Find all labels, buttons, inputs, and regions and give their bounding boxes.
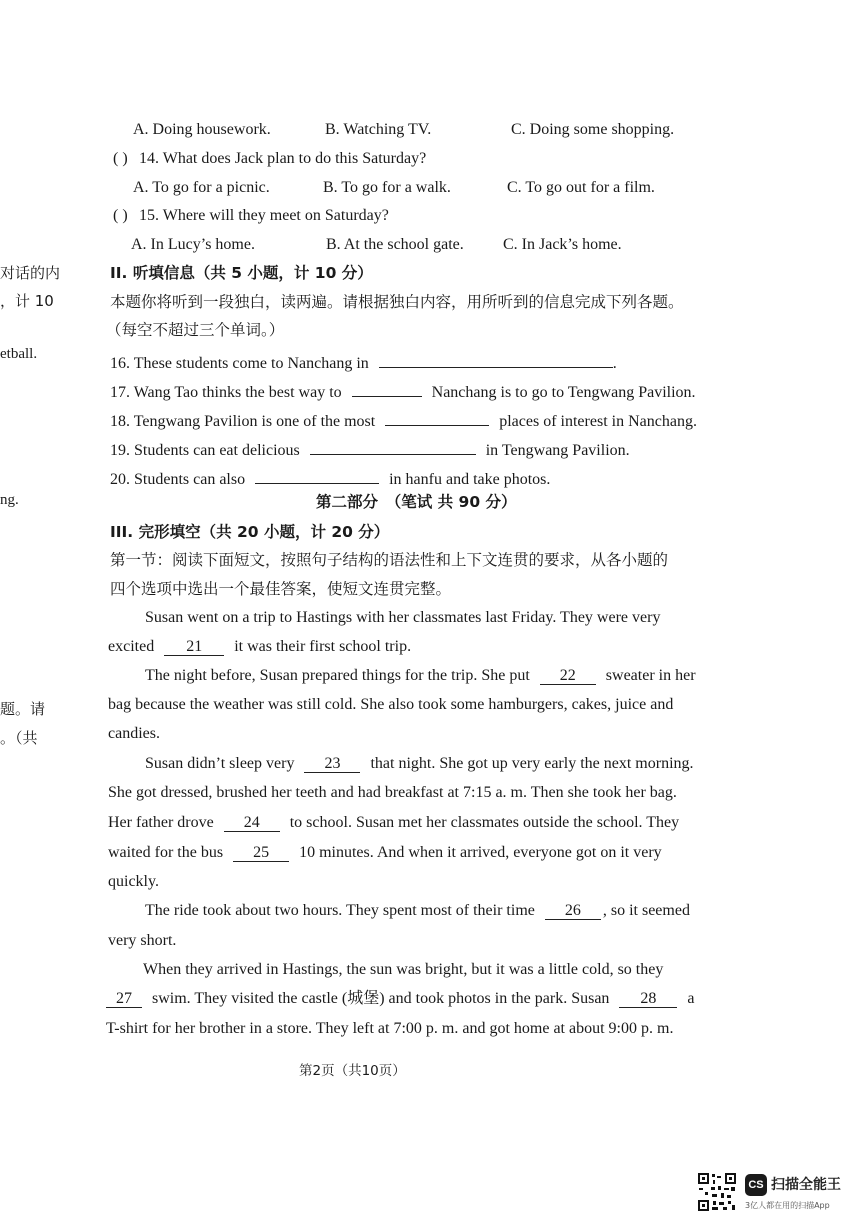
passage-line: waited for the bus 25 10 minutes. And when it arrived, everyone got on it very <box>108 844 662 861</box>
option-13a: A. Doing housework. <box>133 121 271 138</box>
question-14-text: 14. What does Jack plan to do this Saturday? <box>139 150 427 167</box>
answer-blank-20[interactable] <box>255 466 379 484</box>
cloze-blank-23[interactable]: 23 <box>304 755 360 773</box>
section-2-instruction: 本题你将听到一段独白，读两遍。请根据独白内容，用所听到的信息完成下列各题。 <box>110 293 684 311</box>
left-fragment: ng. <box>0 492 19 508</box>
section-3-instruction: 四个选项中选出一个最佳答案，使短文连贯完整。 <box>110 580 452 598</box>
left-fragment: 题。请 <box>0 700 46 718</box>
passage-line: When they arrived in Hastings, the sun was bright, but it was a little cold, so they <box>143 961 664 978</box>
passage-line: excited 21 it was their first school trip. <box>108 638 412 655</box>
section-2-note: （每空不超过三个单词。） <box>106 321 285 339</box>
watermark-tagline: 3亿人都在用的扫描App <box>745 1201 830 1210</box>
cloze-blank-25[interactable]: 25 <box>233 844 289 862</box>
option-15c: C. In Jack’s home. <box>503 236 622 253</box>
answer-blank-16[interactable] <box>379 350 613 368</box>
left-fragment: ，计 10 <box>0 292 54 310</box>
page-number: 第2页（共10页） <box>299 1063 406 1079</box>
passage-line: candies. <box>108 725 160 742</box>
left-fragment: 对话的内 <box>0 264 61 282</box>
passage-line: The ride took about two hours. They spent most of their time 26 , so it seemed <box>145 902 690 919</box>
option-14c: C. To go out for a film. <box>507 179 655 196</box>
cloze-blank-28[interactable]: 28 <box>619 990 677 1008</box>
question-16: 16. These students come to Nanchang in . <box>110 350 617 374</box>
option-13c: C. Doing some shopping. <box>511 121 675 138</box>
passage-line: Susan didn’t sleep very 23 that night. She got up very early the next morning. <box>145 755 694 772</box>
question-20: 20. Students can also in hanfu and take photos. <box>110 466 550 490</box>
section-3-title: III. 完形填空（共 20 小题，计 20 分） <box>110 523 390 541</box>
section-2-title: II. 听填信息（共 5 小题，计 10 分） <box>110 264 373 282</box>
watermark-name: 扫描全能王 <box>771 1177 841 1193</box>
left-fragment: etball. <box>0 346 38 362</box>
passage-line: Susan went on a trip to Hastings with her classmates last Friday. They were very <box>145 609 661 626</box>
passage-line: The night before, Susan prepared things for the trip. She put 22 sweater in her <box>145 667 696 684</box>
passage-line: 27 swim. They visited the castle (城堡) and took photos in the park. Susan 28 a <box>106 989 695 1009</box>
section-3-instruction: 第一节：阅读下面短文，按照句子结构的语法性和上下文连贯的要求，从各小题的 <box>110 551 669 569</box>
qr-code-icon <box>697 1172 737 1212</box>
answer-paren[interactable]: ( ) <box>113 207 128 224</box>
camscanner-logo-icon: CS <box>745 1174 767 1196</box>
passage-line: bag because the weather was still cold. She also took some hamburgers, cakes, juice and <box>108 696 674 713</box>
answer-blank-19[interactable] <box>310 437 476 455</box>
cloze-blank-27[interactable]: 27 <box>106 990 142 1008</box>
answer-blank-17[interactable] <box>352 379 422 397</box>
question-15-text: 15. Where will they meet on Saturday? <box>139 207 389 224</box>
answer-paren[interactable]: ( ) <box>113 150 128 167</box>
cloze-blank-22[interactable]: 22 <box>540 667 596 685</box>
passage-line: T-shirt for her brother in a store. They left at 7:00 p. m. and got home at about 9:00 p. m. <box>106 1020 674 1037</box>
question-17: 17. Wang Tao thinks the best way to Nanchang is to go to Tengwang Pavilion. <box>110 379 696 403</box>
passage-line: very short. <box>108 932 177 949</box>
answer-blank-18[interactable] <box>385 408 489 426</box>
part-2-heading: 第二部分 （笔试 共 90 分） <box>316 493 517 511</box>
option-15b: B. At the school gate. <box>326 236 464 253</box>
option-13b: B. Watching TV. <box>325 121 432 138</box>
question-15 <box>113 206 389 226</box>
question-18: 18. Tengwang Pavilion is one of the most places of interest in Nanchang. <box>110 408 697 432</box>
option-14b: B. To go for a walk. <box>323 179 451 196</box>
cloze-blank-26[interactable]: 26 <box>545 902 601 920</box>
question-14 <box>113 149 426 169</box>
option-15a: A. In Lucy’s home. <box>131 236 255 253</box>
left-fragment: 。（共 <box>0 729 38 747</box>
question-19: 19. Students can eat delicious in Tengwang Pavilion. <box>110 437 630 461</box>
cloze-blank-21[interactable]: 21 <box>164 638 224 656</box>
passage-line: quickly. <box>108 873 159 890</box>
passage-line: She got dressed, brushed her teeth and had breakfast at 7:15 a. m. Then she took her bag. <box>108 784 677 801</box>
passage-line: Her father drove 24 to school. Susan met her classmates outside the school. They <box>108 814 680 831</box>
option-14a: A. To go for a picnic. <box>133 179 270 196</box>
cloze-blank-24[interactable]: 24 <box>224 814 280 832</box>
